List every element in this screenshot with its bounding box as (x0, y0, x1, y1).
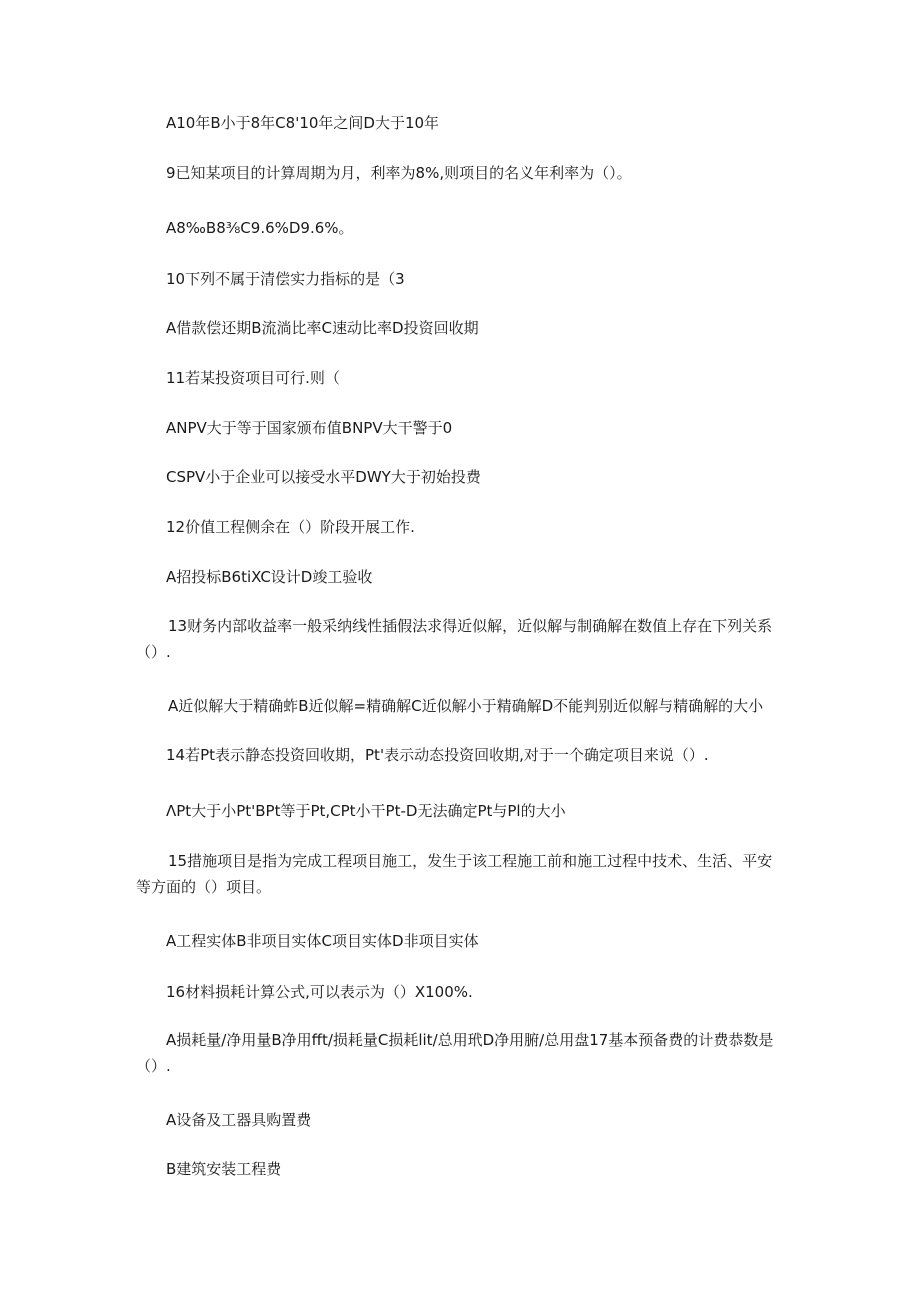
answer-option-q17-b: B建筑安装工程费 (166, 1160, 282, 1178)
answer-options-q10: A借款偿还期B流淌比率C速动比率D投资回收期 (166, 319, 479, 337)
answer-options-q12: A招投标B6tiXC设计D竣工验收 (166, 568, 373, 586)
answer-options-q15: A工程实体B非项目实体C项目实体D非项目实体 (166, 932, 479, 950)
answer-options-q16-and-question-17: A损耗量/净用量B净用fft/损耗量C损耗lit/总用玳D净用腑/总用盘17基本预备费的计费恭数是（）. (136, 1031, 774, 1075)
answer-option-q17-a: A设备及工器具购置费 (166, 1111, 312, 1129)
question-13: 13财务内部收益率一般采纳线性插假法求得近似解，近似解与制确解在数值上存在下列关系（）. (136, 617, 773, 661)
question-14: 14若Pt表示静态投资回收期，Pt'表示动态投资回收期,对于一个确定项目来说（）. (166, 746, 709, 764)
question-10: 10下列不属于清偿实力指标的是（3 (166, 270, 405, 288)
answer-options-q14: ΛPt大于小Pt'BPt等于Pt,CPt小干Pt-D无法确定Pt与Pl的大小 (166, 802, 566, 820)
question-12: 12价值工程侧余在（）阶段开展工作. (166, 518, 415, 536)
question-16: 16材料损耗计算公式,可以表示为（）X100%. (166, 983, 473, 1001)
answer-options-q9: A8‰B8⅜C9.6%D9.6%。 (166, 219, 354, 237)
question-9: 9已知某项目的计算周期为月，利率为8%,则项目的名义年利率为（）。 (166, 164, 632, 182)
question-15: 15措施项目是指为完成工程项目施工，发生于该工程施工前和施工过程中技术、生活、平安等方面的（）项目。 (136, 852, 773, 896)
answer-options-q11-cd: CSPV小于企业可以接受水平DWY大于初始投费 (166, 468, 481, 486)
answer-options-q8: A10年B小于8年C8'10年之间D大于10年 (166, 114, 440, 132)
answer-options-q11-ab: ANPV大于等于国家颁布值BNPV大干警于0 (166, 419, 453, 437)
question-11: 11若某投资项目可行.则（ (166, 369, 340, 387)
answer-options-q13: A近似解大于精确蚱B近似解=精确解C近似解小于精确解D不能判别近似解与精确解的大小 (168, 697, 764, 715)
